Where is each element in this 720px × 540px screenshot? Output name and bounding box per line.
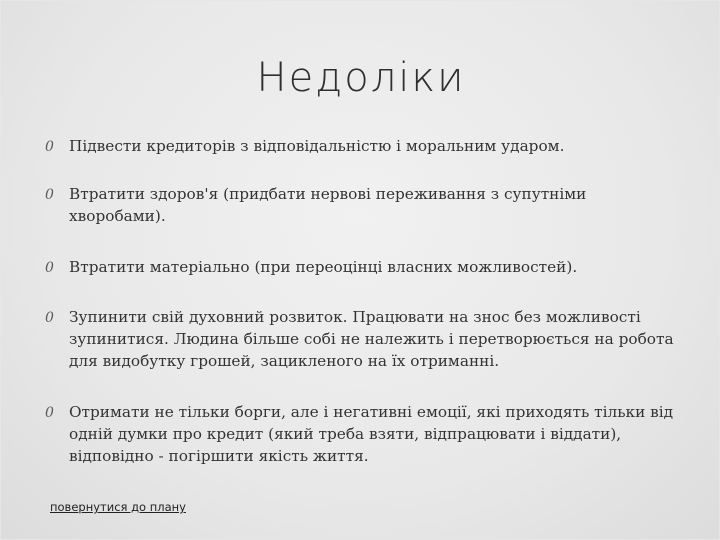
bullet-marker-icon: 0 (45, 405, 54, 421)
back-to-plan-link[interactable]: повернутися до плану (50, 500, 186, 514)
bullet-text: Підвести кредиторів з відповідальністю і моральним ударом. (69, 137, 565, 155)
bullet-marker-icon: 0 (45, 260, 54, 276)
bullet-item (45, 306, 685, 372)
bullet-marker-icon: 0 (45, 139, 54, 155)
bullet-text: Втратити здоров'я (придбати нервові переживання з супутніми хворобами). (69, 185, 587, 225)
bullet-item (45, 183, 685, 227)
bullet-text: Втратити матеріально (при переоцінці власних можливостей). (69, 258, 578, 276)
bullet-list (45, 135, 685, 467)
bullet-item (45, 401, 685, 467)
bullet-item (45, 256, 685, 278)
bullet-marker-icon: 0 (45, 187, 54, 203)
bullet-text: Зупинити свій духовний розвиток. Працювати на знос без можливості зупинитися. Людина більше собі не належить і перетворюється на робота для видобутку грошей, зацикленого на їх отриманні. (69, 308, 674, 370)
bullet-item (45, 135, 685, 157)
bullet-text: Отримати не тільки борги, але і негативні емоції, які приходять тільки від одній думки про кредит (який треба взяти, відпрацювати і віддати), відповідно - погіршити якість життя. (69, 403, 674, 465)
slide-title: Недоліки (256, 55, 466, 101)
bullet-marker-icon: 0 (45, 310, 54, 326)
